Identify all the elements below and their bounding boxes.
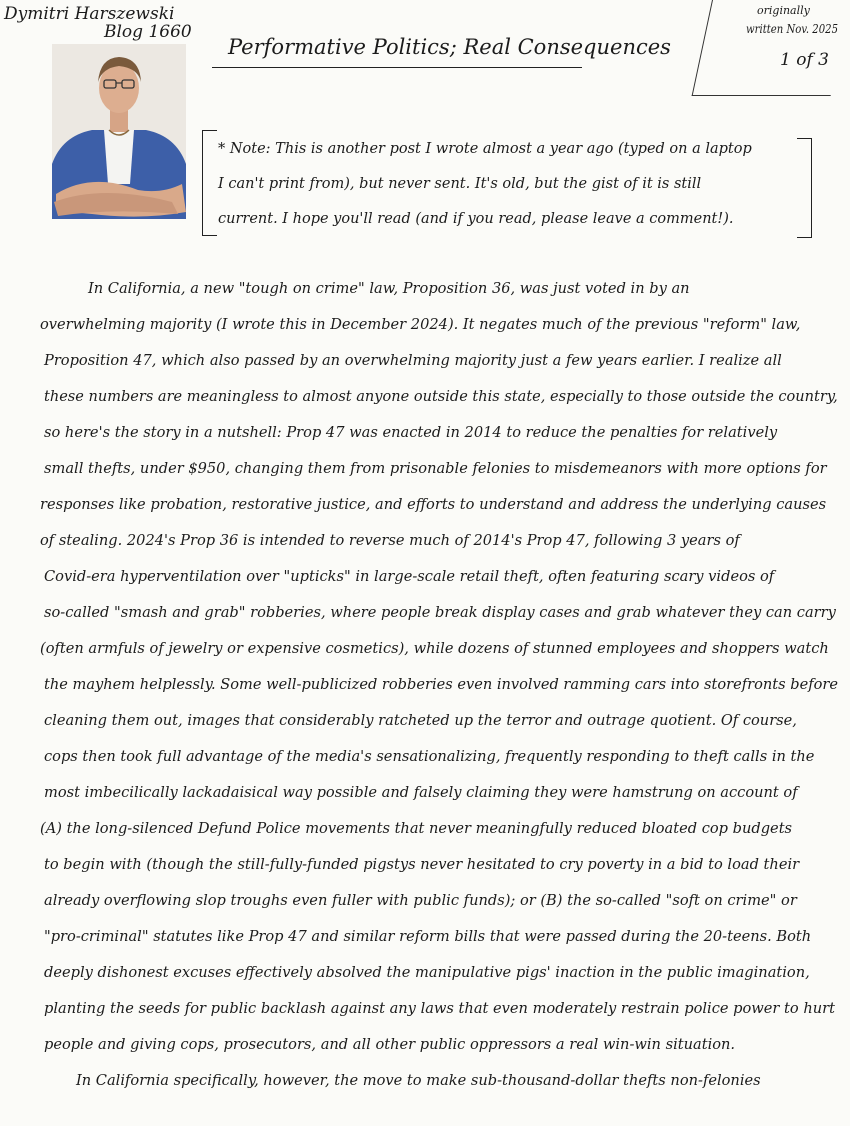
blog-number: Blog 1660 xyxy=(104,22,192,42)
body-line: people and giving cops, prosecutors, and all other public oppressors a real win-win situation. xyxy=(44,1036,736,1053)
body-line: the mayhem helplessly. Some well-publicized robberies even involved ramming cars into storefronts before xyxy=(44,676,838,693)
body-line: "pro-criminal" statutes like Prop 47 and similar reform bills that were passed during the 20-teens. Both xyxy=(44,928,812,945)
body-line: deeply dishonest excuses effectively absolved the manipulative pigs' inaction in the public imagination, xyxy=(44,964,810,981)
body-line: small thefts, under $950, changing them from prisonable felonies to misdemeanors with more options for xyxy=(44,460,827,477)
body-line: (A) the long-silenced Defund Police movements that never meaningfully reduced bloated cop budgets xyxy=(40,820,793,837)
body-line: to begin with (though the still-fully-funded pigstys never hesitated to cry poverty in a bid to load their xyxy=(44,856,800,873)
body-line: so here's the story in a nutshell: Prop 47 was enacted in 2014 to reduce the penalties for relatively xyxy=(44,424,778,441)
body-line: so-called "smash and grab" robberies, where people break display cases and grab whatever they can carry xyxy=(44,604,836,621)
page-count: 1 of 3 xyxy=(780,50,829,70)
written-date: written Nov. 2025 xyxy=(746,22,838,36)
title-underline xyxy=(212,67,582,68)
body-line: of stealing. 2024's Prop 36 is intended to reverse much of 2014's Prop 47, following 3 years of xyxy=(40,532,740,549)
body-line: In California, a new "tough on crime" law, Proposition 36, was just voted in by an xyxy=(88,280,690,297)
note-line: current. I hope you'll read (and if you read, please leave a comment!). xyxy=(218,211,734,227)
originally-label: originally xyxy=(757,4,810,17)
note-box xyxy=(200,128,812,236)
body-line: planting the seeds for public backlash against any laws that even moderately restrain police power to hurt xyxy=(44,1000,835,1017)
body-line: already overflowing slop troughs even fuller with public funds); or (B) the so-called "soft on crime" or xyxy=(44,892,797,909)
body-line: cops then took full advantage of the media's sensationalizing, frequently responding to theft calls in the xyxy=(44,748,815,765)
body-line: these numbers are meaningless to almost anyone outside this state, especially to those outside the country, xyxy=(44,388,838,405)
body-line: In California specifically, however, the move to make sub-thousand-dollar thefts non-felonies xyxy=(76,1072,761,1089)
note-bracket-left xyxy=(202,130,217,236)
body-line: Covid-era hyperventilation over "upticks" in large-scale retail theft, often featuring scary videos of xyxy=(44,568,775,585)
body-line: Proposition 47, which also passed by an overwhelming majority just a few years earlier. I realize all xyxy=(44,352,782,369)
body-line: (often armfuls of jewelry or expensive cosmetics), while dozens of stunned employees and shoppers watch xyxy=(40,640,829,657)
author-name: Dymitri Harszewski xyxy=(4,4,175,24)
note-line: * Note: This is another post I wrote almost a year ago (typed on a laptop xyxy=(218,141,752,157)
body-line: cleaning them out, images that considerably ratcheted up the terror and outrage quotient. Of course, xyxy=(44,712,797,729)
page-title: Performative Politics; Real Consequences xyxy=(228,35,671,59)
body-line: overwhelming majority (I wrote this in December 2024). It negates much of the previous "reform" law, xyxy=(40,316,801,333)
body-line: responses like probation, restorative justice, and efforts to understand and address the underlying causes xyxy=(40,496,827,513)
author-photo xyxy=(52,44,186,219)
note-line: I can't print from), but never sent. It's old, but the gist of it is still xyxy=(218,176,702,192)
author-portrait-photo-icon xyxy=(52,44,186,219)
body-line: most imbecilically lackadaisical way possible and falsely claiming they were hamstrung on account of xyxy=(44,784,798,801)
